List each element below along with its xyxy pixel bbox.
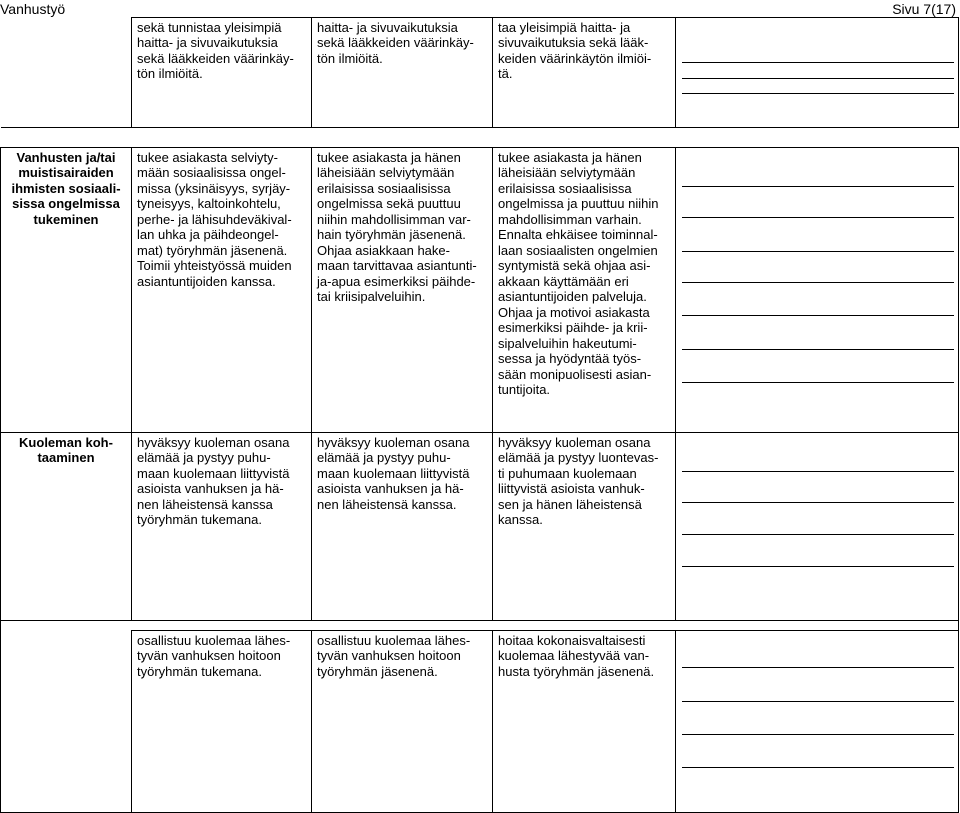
row-label: Vanhusten ja/tai muistisairaiden ihmisten sosiaali- sissa ongelmissa tukeminen (1, 147, 132, 432)
notes-cell (676, 147, 959, 432)
cell-col2: osallistuu kuolemaa lähes- tyvän vanhuksen hoitoon työryhmän jäsenenä. (312, 630, 493, 812)
table-row-continuation (1, 17, 959, 127)
cell-col2: hyväksyy kuoleman osana elämää ja pystyy puhu- maan kuolemaan liittyvistä asioista vanhuksen ja hä- nen läheistensä kanssa. (312, 432, 493, 620)
table-row (1, 630, 959, 812)
cell-col3: taa yleisimpiä haitta- ja sivuvaikutuksia sekä lääk- keiden väärinkäytön ilmiöi- tä. (493, 17, 676, 127)
row-label: Kuoleman koh- taaminen (1, 432, 132, 620)
cell-col2: tukee asiakasta ja hänen läheisiään selviytymään erilaisissa sosiaalisissa ongelmissa sekä puuttuu niihin mahdollisimman var- hain työryhmän jäsenenä. Ohjaa asiakkaan hake- maan tarvittavaa asiantunti- ja-apua esimerkiksi päihde- tai kriisipalveluihin. (312, 147, 493, 432)
label-cell (1, 17, 132, 127)
cell-col1: sekä tunnistaa yleisimpiä haitta- ja sivuvaikutuksia sekä lääkkeiden väärinkäy- tön ilmiöitä. (132, 17, 312, 127)
notes-cell (676, 432, 959, 620)
cell-col1: osallistuu kuolemaa lähes- tyvän vanhuksen hoitoon työryhmän tukemana. (132, 630, 312, 812)
cell-col3: tukee asiakasta ja hänen läheisiään selviytymään erilaisissa sosiaalisissa ongelmissa ja puuttuu niihin mahdollisimman varhain. Ennalta ehkäisee toiminnal- laan sosiaalisten ongelmien syntymistä sekä ohjaa asi- akkaan käyttämään eri asiantuntijoiden palveluja. Ohjaa ja motivoi asiakasta esimerkiksi päihde- ja krii- sipalveluihin hakeutumi- sessa ja hyödyntää työs- sään monipuolisesti asian- tuntijoita. (493, 147, 676, 432)
header-spacer-row (1, 0, 959, 17)
table-row (1, 147, 959, 432)
cell-col1: hyväksyy kuoleman osana elämää ja pystyy puhu- maan kuolemaan liittyvistä asioista vanhuksen ja hä- nen läheistensä kanssa työryhmän tukemana. (132, 432, 312, 620)
table-row (1, 432, 959, 620)
cell-col3: hoitaa kokonaisvaltaisesti kuolemaa lähestyvää van- husta työryhmän jäsenenä. (493, 630, 676, 812)
page-number: Sivu 7(17) (892, 1, 956, 17)
page-header-title: Vanhustyö (0, 1, 66, 17)
cell-col1: tukee asiakasta selviyty- mään sosiaalisissa ongel- missa (yksinäisyys, syrjäy- tyneisyys, kaltoinkohtelu, perhe- ja lähisuhdeväkival- lan uhka ja päihdeongel- mat) työryhmän jäsenenä. Toimii yhteistyössä muiden asiantuntijoiden kanssa. (132, 147, 312, 432)
notes-cell (676, 630, 959, 812)
row-label (1, 630, 132, 812)
cell-col2: haitta- ja sivuvaikutuksia sekä lääkkeiden väärinkäy- tön ilmiöitä. (312, 17, 493, 127)
cell-col3: hyväksyy kuoleman osana elämää ja pystyy luontevas- ti puhumaan kuolemaan liittyvistä asioista vanhuk- sen ja hänen läheistensä kanssa. (493, 432, 676, 620)
gap-row (1, 620, 959, 630)
notes-cell (676, 17, 959, 127)
gap-row (1, 127, 959, 147)
